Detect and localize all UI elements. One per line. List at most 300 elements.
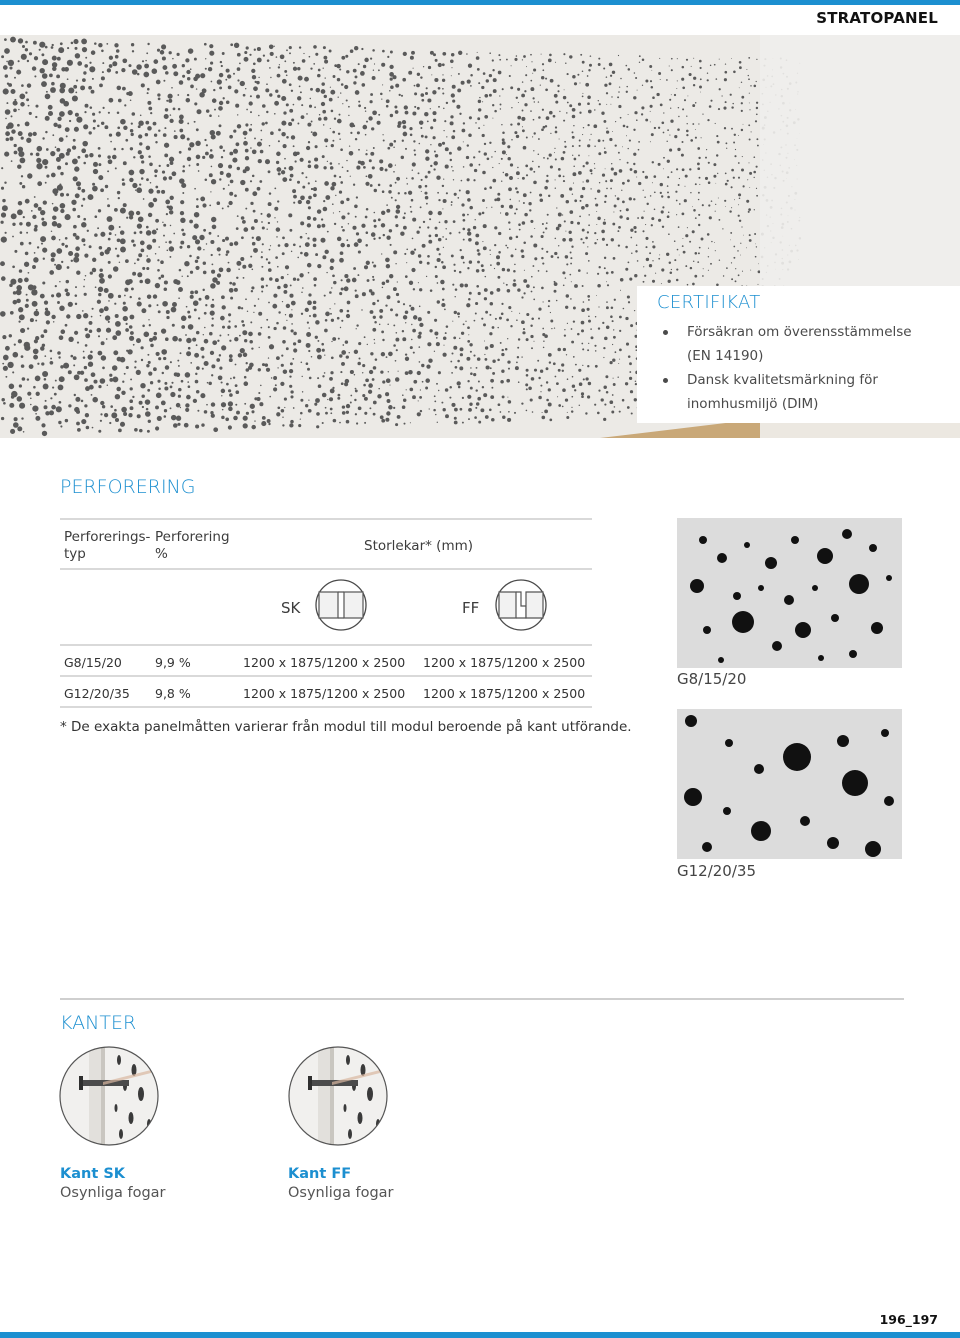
perforation-dot (187, 138, 190, 141)
perforation-dot (620, 78, 622, 80)
perforation-dot (323, 124, 325, 126)
perforation-dot (474, 320, 476, 322)
perforation-dot (554, 94, 558, 98)
perforation-dot (412, 162, 416, 166)
perforation-dot (541, 287, 544, 290)
perforation-dot (176, 373, 180, 377)
perforation-dot (119, 226, 121, 228)
perforation-dot (170, 225, 171, 226)
perforation-dot (14, 344, 16, 346)
perforation-dot (182, 276, 183, 277)
perforation-dot (203, 261, 206, 264)
perforation-dot (442, 52, 446, 56)
perforation-dot (45, 308, 48, 311)
perforation-dot (432, 111, 436, 115)
perforation-dot (460, 249, 462, 251)
perforation-dot (615, 144, 617, 146)
perforation-dot (291, 329, 294, 332)
perforation-dot (453, 220, 456, 223)
perforation-dot (526, 374, 529, 377)
perforation-dot (666, 141, 667, 142)
perforation-dot (297, 123, 299, 125)
kant-sk-desc: Osynliga fogar (60, 1185, 166, 1201)
perforation-dot (277, 266, 279, 268)
perforation-dot (45, 131, 47, 133)
perforation-dot (338, 163, 339, 164)
perforation-dot (169, 51, 172, 54)
perforation-dot (274, 101, 279, 106)
perforation-dot (701, 238, 704, 241)
perforation-dot (754, 233, 756, 235)
perforation-dot (1, 212, 6, 217)
perforation-dot (386, 378, 391, 383)
perforation-dot (147, 92, 149, 94)
perforation-dot (396, 293, 399, 296)
perforation-dot (650, 105, 653, 108)
perforation-dot (381, 253, 382, 254)
perforation-dot (741, 226, 742, 227)
perforation-dot (618, 363, 619, 364)
perforation-dot (34, 339, 38, 343)
perforation-dot (462, 129, 466, 133)
perforation-dot (677, 80, 678, 81)
perforation-dot (318, 69, 321, 72)
perforation-dot (597, 284, 601, 288)
perforation-dot (516, 97, 518, 99)
table-rule (60, 568, 592, 570)
perforation-dot (628, 68, 631, 71)
perforation-dot (290, 174, 294, 178)
perforation-dot (276, 412, 280, 416)
perforation-dot (594, 168, 595, 169)
perforation-dot (530, 398, 533, 401)
perforation-dot (284, 60, 286, 62)
perforation-dot (598, 152, 601, 155)
perforation-dot (228, 389, 231, 392)
perforation-dot (423, 221, 425, 223)
perforation-dot (661, 268, 664, 271)
perforation-dot (454, 417, 457, 420)
perforation-dot (334, 223, 336, 225)
perforation-dot (228, 184, 230, 186)
perforation-dot (20, 242, 24, 246)
perforation-dot (451, 135, 455, 139)
perforation-dot (29, 112, 32, 115)
perforation-dot (756, 188, 757, 189)
perforation-dot (76, 181, 81, 186)
perforation-dot (572, 131, 574, 133)
perforation-dot (572, 75, 576, 79)
perforation-dot (388, 190, 391, 193)
perforation-dot (60, 42, 63, 45)
perforation-dot (211, 254, 213, 256)
perforation-dot (308, 399, 309, 400)
perforation-dot (153, 294, 157, 298)
perforation-dot (493, 89, 497, 93)
perforation-dot (254, 49, 256, 51)
perforation-dot (331, 356, 334, 359)
perforation-dot (538, 317, 540, 319)
perforation-dot (26, 299, 29, 302)
perforation-dot (353, 184, 355, 186)
perforation-dot (706, 149, 707, 150)
perforation-dot (155, 426, 159, 430)
perforation-dot (500, 104, 502, 106)
perforation-dot (73, 176, 78, 181)
perforation-dot (310, 67, 312, 69)
perforation-dot (161, 44, 166, 49)
perforation-dot (286, 320, 287, 321)
perforation-dot (668, 211, 670, 213)
perforation-dot (437, 258, 441, 262)
perforation-dot (267, 419, 271, 423)
perforation-dot (547, 214, 549, 216)
perforation-dot (76, 410, 80, 414)
perforation-dot (563, 151, 566, 154)
perforation-dot (389, 143, 393, 147)
perforation-dot (525, 165, 528, 168)
perforation-dot (147, 389, 150, 392)
perforation-dot (317, 355, 322, 360)
perforation-dot (619, 330, 621, 332)
perforation-dot (722, 228, 723, 229)
perforation-dot (261, 277, 264, 280)
perforation-dot (403, 216, 406, 219)
perforation-dot (83, 313, 88, 318)
perforation-dot (571, 328, 573, 330)
perforation-dot (492, 179, 496, 183)
perforation-dot (533, 97, 535, 99)
perforation-dot (244, 376, 247, 379)
perforation-dot (641, 106, 644, 109)
perforation-dot (499, 95, 500, 96)
perforation-dot (52, 44, 54, 46)
perforation-dot (309, 377, 312, 380)
perforation-dot (641, 113, 643, 115)
perforation-dot (322, 155, 325, 158)
perforation-dot (271, 377, 272, 378)
perforation-dot (282, 417, 283, 418)
perforation-dot (251, 425, 255, 429)
perforation-dot (682, 141, 684, 143)
perforation-dot (98, 43, 102, 47)
perforation-dot (716, 135, 718, 137)
perforation-dot (526, 66, 527, 67)
perforation-dot (289, 52, 291, 54)
perforation-dot (209, 173, 213, 177)
perforation-dot (174, 130, 176, 132)
perforation-dot (698, 252, 700, 254)
perforation-dot (414, 92, 417, 95)
perforation-dot (59, 281, 60, 282)
perforation-dot (211, 179, 216, 184)
perforation-dot (419, 323, 423, 327)
perforation-dot (645, 237, 648, 240)
perforation-dot (603, 347, 605, 349)
perforation-dot (22, 45, 25, 48)
perforation-dot (473, 156, 475, 158)
perforation-dot (117, 126, 120, 129)
perforation-dot (142, 325, 145, 328)
perforation-dot (124, 288, 128, 292)
perforation-dot (18, 151, 24, 157)
perforation-dot (354, 46, 358, 50)
perforation-dot (582, 365, 583, 366)
perforation-dot (679, 255, 680, 256)
perforation-dot (484, 297, 487, 300)
perforation-dot (441, 261, 444, 264)
perforation-dot (240, 81, 245, 86)
perforation-dot (460, 408, 463, 411)
perforation-dot (312, 306, 316, 310)
perforation-dot (534, 257, 537, 260)
perforation-dot (541, 235, 544, 238)
perforation-dot (516, 208, 518, 210)
perforation-dot (731, 106, 733, 108)
perforation-dot (427, 262, 430, 265)
perforation-dot (158, 129, 160, 131)
perforation-dot (92, 308, 94, 310)
perforation-dot (468, 418, 470, 420)
perforation-dot (344, 274, 348, 278)
perforation-dot (235, 364, 237, 366)
perforation-dot (270, 131, 274, 135)
perforation-dot (58, 356, 60, 358)
perforation-dot (749, 139, 751, 141)
perforation-dot (61, 261, 63, 263)
perforation-dot (689, 168, 691, 170)
perforation-dot (585, 204, 588, 207)
perforation-dot (341, 226, 343, 228)
perforation-dot (563, 175, 565, 177)
perforation-dot (72, 208, 76, 212)
perforation-dot (81, 189, 85, 193)
perforation-dot (305, 308, 309, 312)
perforation-dot (195, 373, 197, 375)
perforation-dot (530, 54, 532, 56)
perforation-dot (676, 214, 677, 215)
perforation-dot (361, 309, 362, 310)
perforation-dot (243, 141, 248, 146)
perforation-dot (405, 148, 407, 150)
perforation-dot (54, 193, 57, 196)
perforation-dot (385, 258, 390, 263)
perforation-dot (281, 364, 284, 367)
perforation-dot (39, 49, 41, 51)
perforation-dot (484, 143, 486, 145)
perforation-dot (49, 74, 53, 78)
perforation-dot (244, 57, 249, 62)
perforation-dot (530, 220, 533, 223)
perforation-dot (277, 95, 280, 98)
perforation-dot (562, 214, 563, 215)
perforation-dot (612, 71, 615, 74)
perforation-dot (18, 307, 23, 312)
perforation-dot (524, 213, 528, 217)
perforation-dot (554, 290, 557, 293)
perforation-dot (177, 94, 179, 96)
perforation-dot (439, 253, 441, 255)
perforation-dot (749, 187, 750, 188)
perforation-dot (636, 177, 637, 178)
perforation-dot (59, 88, 65, 94)
perforation-dot (3, 65, 8, 70)
perforation-dot (618, 226, 621, 229)
perforation-dot (382, 287, 384, 289)
perforation-dot (92, 258, 96, 262)
perforation-dot (305, 242, 310, 247)
perforation-dot (653, 175, 656, 178)
perforation-dot (403, 226, 407, 230)
perforation-dot (152, 239, 156, 243)
perforation-dot (674, 135, 677, 138)
brand-title: STRATOPANEL (816, 9, 938, 27)
perforation-dot (420, 127, 422, 129)
perforation-dot (501, 180, 502, 181)
perforation-dot (677, 128, 680, 131)
perforation-dot (438, 63, 442, 67)
perforation-dot (142, 60, 144, 62)
perforation-dot (308, 409, 312, 413)
perforation-dot (395, 199, 397, 201)
perforation-dot (719, 88, 721, 90)
perforation-dot (216, 358, 220, 362)
perforation-dot (599, 266, 601, 268)
perforation-dot (630, 168, 633, 171)
perforation-dot (491, 418, 495, 422)
perforation-dot (583, 301, 585, 303)
perforation-dot (642, 171, 644, 173)
perforation-dot (605, 180, 607, 182)
perforation-dot (683, 251, 686, 254)
perforation-dot (435, 59, 438, 62)
perforation-dot (470, 372, 473, 375)
perforation-dot (578, 369, 581, 372)
perforation-dot (269, 396, 271, 398)
perforation-dot (650, 111, 651, 112)
perforation-dot (386, 99, 390, 103)
perforation-dot (531, 276, 533, 278)
perforation-dot (426, 87, 428, 89)
perforation-dot (16, 70, 21, 75)
perforation-dot (396, 209, 401, 214)
perforation-dot (195, 239, 200, 244)
perforation-dot (523, 146, 527, 150)
perforation-dot (98, 287, 103, 292)
perforation-dot (235, 104, 239, 108)
perforation-dot (507, 145, 510, 148)
perforation-dot (195, 266, 199, 270)
perforation-dot (735, 280, 737, 282)
perforation-dot (749, 109, 750, 110)
perforation-dot (407, 183, 409, 185)
perforation-dot (582, 61, 585, 64)
perforation-dot (259, 402, 263, 406)
perforation-dot (510, 163, 513, 166)
perforation-dot (355, 389, 358, 392)
perforation-dot (578, 269, 581, 272)
perforation-dot (523, 193, 527, 197)
perforation-dot (756, 113, 758, 115)
perforation-dot (695, 183, 697, 185)
perforation-dot (538, 166, 540, 168)
perforation-dot (563, 348, 566, 351)
perforation-dot (491, 156, 492, 157)
perforation-dot (571, 341, 574, 344)
perforation-dot (51, 236, 56, 241)
perforation-dot (35, 105, 38, 108)
perforation-dot (357, 362, 361, 366)
perforation-dot (692, 283, 695, 286)
perforation-dot (197, 246, 201, 250)
perforation-dot (360, 161, 365, 166)
perforation-dot (252, 237, 254, 239)
perforation-dot (445, 228, 446, 229)
perforation-dot (141, 249, 145, 253)
perforation-dot (499, 59, 501, 61)
perforation-dot (131, 123, 133, 125)
perforation-dot (749, 172, 752, 175)
perforation-dot (1, 187, 4, 190)
perforation-dot (543, 301, 544, 302)
perforation-dot (643, 281, 645, 283)
perforation-dot (587, 395, 590, 398)
perforation-dot (603, 357, 604, 358)
perforation-dot (32, 301, 38, 307)
perforation-dot (667, 185, 669, 187)
perforation-dot (251, 69, 255, 73)
perforation-dot (682, 108, 684, 110)
perforation-dot (697, 147, 700, 150)
perforation-dot (725, 183, 728, 186)
perforation-dot (750, 270, 751, 271)
perforation-dot (274, 207, 278, 211)
perforation-dot (1, 167, 3, 169)
perforation-dot (195, 141, 200, 146)
perforation-dot (293, 104, 295, 106)
perforation-dot (236, 142, 240, 146)
perforation-dot (386, 279, 389, 282)
perforation-dot (558, 168, 561, 171)
perforation-dot (749, 102, 750, 103)
perforation-dot (364, 397, 368, 401)
perforation-dot (179, 80, 184, 85)
kanter-rule (60, 998, 904, 1000)
perforation-dot (716, 154, 718, 156)
perforation-dot (139, 280, 143, 284)
perforation-dot (548, 300, 550, 302)
perforation-dot (331, 341, 332, 342)
perforation-dot (367, 279, 370, 282)
perforation-dot (219, 254, 221, 256)
perforation-dot (533, 132, 535, 134)
perforation-dot (73, 225, 77, 229)
perforation-dot (594, 145, 595, 146)
perforation-dot (615, 195, 616, 196)
perforation-dot (633, 96, 636, 99)
perforation-dot (317, 264, 321, 268)
perforation-dot (462, 422, 464, 424)
perforation-dot (339, 68, 341, 70)
perforation-dot (729, 210, 731, 212)
perforation-dot (81, 222, 87, 228)
perforation-dot (248, 332, 253, 337)
perforation-dot (208, 67, 212, 71)
perforation-dot (1, 55, 4, 58)
perforation-dot (91, 90, 95, 94)
perforation-dot (57, 57, 61, 61)
perforation-dot (546, 399, 549, 402)
